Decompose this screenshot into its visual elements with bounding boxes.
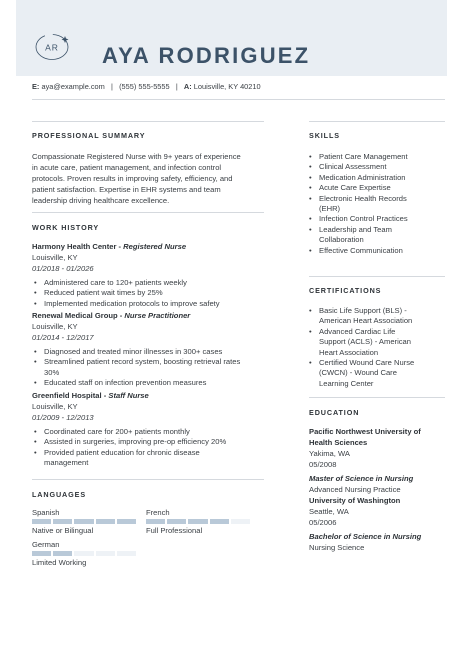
- rating-segment: [231, 519, 250, 524]
- job-heading: Greenfield Hospital - Staff Nurse: [32, 391, 149, 400]
- list-item: • Administered care to 120+ patients weekly: [34, 278, 274, 288]
- certifications-title: CERTIFICATIONS: [309, 286, 382, 295]
- address: Louisville, KY 40210: [193, 82, 261, 91]
- address-label: A:: [183, 82, 192, 91]
- list-item: • Provided patient education for chronic disease: [34, 448, 274, 458]
- list-item: • Streamlined patient record system, boosting retrieval rates: [34, 357, 274, 367]
- section-divider: [309, 397, 445, 398]
- list-item: Collaboration: [319, 235, 364, 245]
- rating-segment: [188, 519, 207, 524]
- list-item: • Effective Communication: [309, 246, 449, 256]
- section-divider: [32, 212, 264, 213]
- list-item: American Heart Association: [319, 316, 413, 326]
- language-level: Limited Working: [32, 558, 87, 567]
- education-title: EDUCATION: [309, 408, 360, 417]
- job-employer: Renewal Medical Group: [32, 311, 118, 320]
- contact-line: [32, 82, 261, 91]
- rating-segment: [117, 519, 136, 524]
- language-rating-bar: [32, 551, 136, 556]
- section-divider: [32, 479, 264, 480]
- certifications-list: [309, 306, 449, 389]
- job-role: Nurse Practitioner: [124, 311, 191, 320]
- separator: |: [175, 82, 178, 91]
- work-title: WORK HISTORY: [32, 223, 100, 232]
- email-label: E:: [32, 82, 40, 91]
- phone: (555) 555-5555: [119, 82, 170, 91]
- job-heading: Harmony Health Center - Registered Nurse: [32, 242, 187, 251]
- job-bullets: [34, 347, 274, 389]
- school-date: 05/2006: [309, 518, 337, 527]
- school-location: Seattle, WA: [309, 507, 349, 516]
- list-item: • Advanced Cardiac Life: [309, 327, 449, 337]
- list-item: • Coordinated care for 200+ patients monthly: [34, 427, 274, 437]
- list-item: • Diagnosed and treated minor illnesses in 300+ cases: [34, 347, 274, 357]
- school-date: 05/2008: [309, 460, 337, 469]
- school-name: Health Sciences: [309, 438, 368, 447]
- job-employer: Greenfield Hospital: [32, 391, 102, 400]
- job-heading: Renewal Medical Group - Nurse Practitioner: [32, 311, 191, 320]
- list-item: • Infection Control Practices: [309, 214, 449, 224]
- section-divider: [32, 121, 264, 122]
- job-dates: 01/2009 - 12/2013: [32, 413, 94, 422]
- list-item: 30%: [44, 367, 60, 377]
- rating-segment: [96, 551, 115, 556]
- summary-text: Compassionate Registered Nurse with 9+ years of experience in acute care, patient management, and infection control protocols. Proven results in improving safety, efficiency, and patient satisfaction. Expertise in EHR systems and team leadership driving healthcare excellence.: [32, 152, 241, 205]
- rating-segment: [32, 519, 51, 524]
- language-rating-bar: [146, 519, 250, 524]
- rating-segment: [53, 551, 72, 556]
- list-item: Heart Association: [319, 347, 379, 357]
- degree-field: Advanced Nursing Practice: [309, 485, 401, 494]
- list-item: • Acute Care Expertise: [309, 183, 449, 193]
- list-item: • Clinical Assessment: [309, 162, 449, 172]
- list-item: • Basic Life Support (BLS) -: [309, 306, 449, 316]
- job-location: Louisville, KY: [32, 402, 78, 411]
- language-name: German: [32, 540, 60, 549]
- section-divider: [309, 276, 445, 277]
- section-divider: [309, 121, 445, 122]
- skills-title: SKILLS: [309, 131, 340, 140]
- list-item: • Medication Administration: [309, 173, 449, 183]
- list-item: • Assisted in surgeries, improving pre-op efficiency 20%: [34, 437, 274, 447]
- rating-segment: [210, 519, 229, 524]
- degree: Master of Science in Nursing: [309, 474, 414, 483]
- job-location: Louisville, KY: [32, 322, 78, 331]
- job-dates: 01/2014 - 12/2017: [32, 333, 94, 342]
- header-divider: [32, 99, 445, 100]
- school-location: Yakima, WA: [309, 449, 350, 458]
- rating-segment: [32, 551, 51, 556]
- monogram-logo: [31, 32, 73, 62]
- list-item: • Reduced patient wait times by 25%: [34, 288, 274, 298]
- rating-segment: [53, 519, 72, 524]
- job-role: Registered Nurse: [123, 242, 187, 251]
- job-location: Louisville, KY: [32, 253, 78, 262]
- job-bullets: [34, 278, 274, 309]
- rating-segment: [117, 551, 136, 556]
- school-name: Pacific Northwest University of: [309, 427, 421, 436]
- degree: Bachelor of Science in Nursing: [309, 532, 422, 541]
- rating-segment: [146, 519, 165, 524]
- language-level: Native or Bilingual: [32, 526, 94, 535]
- list-item: • Implemented medication protocols to improve safety: [34, 299, 274, 309]
- rating-segment: [74, 551, 93, 556]
- rating-segment: [167, 519, 186, 524]
- language-rating-bar: [32, 519, 136, 524]
- rating-segment: [74, 519, 93, 524]
- language-level: Full Professional: [146, 526, 203, 535]
- list-item: • Leadership and Team: [309, 225, 449, 235]
- list-item: (EHR): [319, 204, 341, 214]
- job-employer: Harmony Health Center: [32, 242, 117, 251]
- list-item: (CWCN) - Wound Care: [319, 368, 397, 378]
- skills-list: [309, 152, 449, 256]
- job-dates: 01/2018 - 01/2026: [32, 264, 94, 273]
- summary-title: PROFESSIONAL SUMMARY: [32, 131, 146, 140]
- languages-title: LANGUAGES: [32, 490, 87, 499]
- language-name: Spanish: [32, 508, 60, 517]
- language-name: French: [146, 508, 170, 517]
- email-link[interactable]: aya@example.com: [41, 82, 105, 91]
- degree-field: Nursing Science: [309, 543, 365, 552]
- list-item: Learning Center: [319, 378, 374, 388]
- list-item: Support (ACLS) - American: [319, 337, 412, 347]
- list-item: • Educated staff on infection prevention measures: [34, 378, 274, 388]
- list-item: • Electronic Health Records: [309, 194, 449, 204]
- job-bullets: [34, 427, 274, 469]
- school-name: University of Washington: [309, 496, 401, 505]
- monogram-text: AR: [45, 42, 59, 53]
- page-title: AYA RODRIGUEZ: [102, 43, 311, 68]
- list-item: • Patient Care Management: [309, 152, 449, 162]
- separator: |: [111, 82, 113, 91]
- rating-segment: [96, 519, 115, 524]
- list-item: management: [44, 458, 89, 468]
- list-item: • Certified Wound Care Nurse: [309, 358, 449, 368]
- job-role: Staff Nurse: [108, 391, 149, 400]
